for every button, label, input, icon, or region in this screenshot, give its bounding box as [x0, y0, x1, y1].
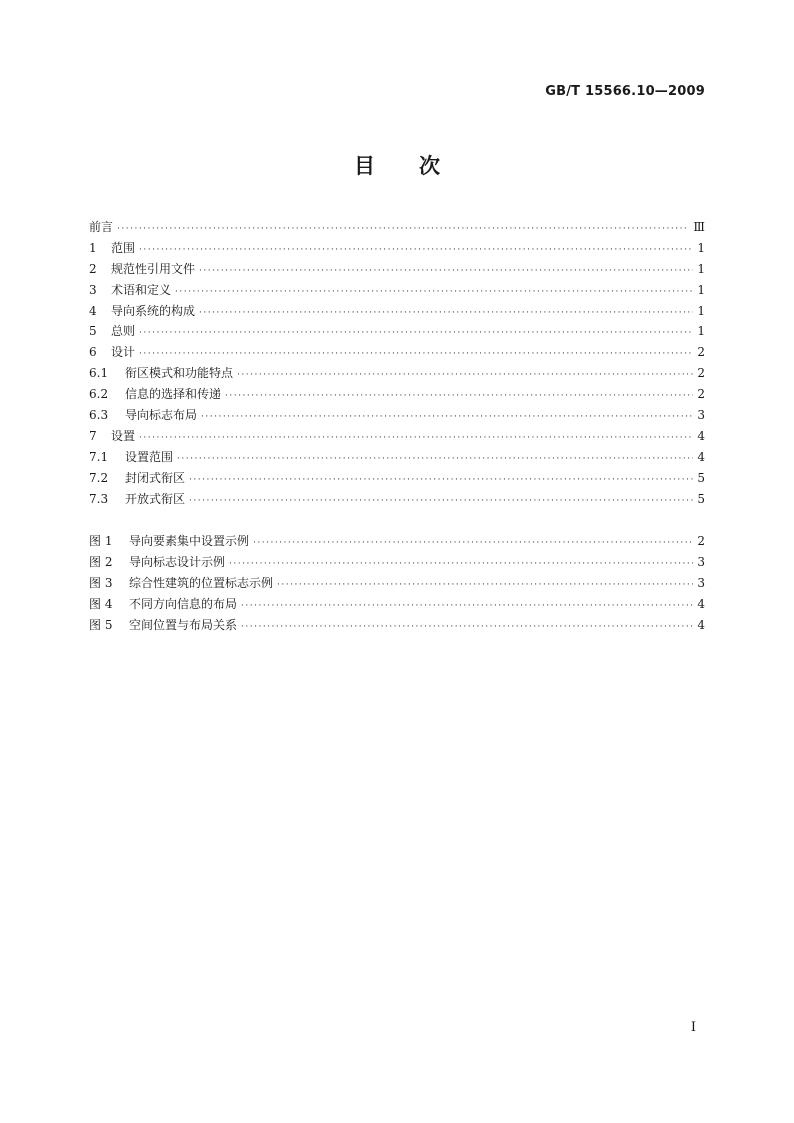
- dot-leader: [237, 365, 693, 386]
- toc-figure-number: 图 2: [89, 554, 113, 569]
- title-char-1: 目: [354, 154, 375, 178]
- toc-entry-number: 6.1: [89, 366, 109, 381]
- toc-entry-7[interactable]: [89, 426, 705, 447]
- toc-entry-label: 设计: [111, 345, 136, 360]
- toc-entry-number: 7.3: [89, 491, 109, 506]
- dot-leader: [139, 428, 693, 449]
- page-number: I: [690, 1020, 696, 1035]
- toc-entry-label: 开放式衔区: [125, 491, 186, 506]
- toc-entry-page: 3: [697, 408, 705, 423]
- toc-figure-page: 4: [697, 617, 705, 632]
- toc-entry-label: 设置范围: [125, 449, 174, 464]
- toc-entry-page: 1: [697, 282, 705, 297]
- toc-figure-number: 图 1: [89, 534, 113, 548]
- toc-entry-1[interactable]: [89, 238, 705, 259]
- toc-entry-6-3[interactable]: [89, 405, 705, 426]
- toc-figure-3[interactable]: [89, 573, 705, 594]
- toc-entry-number: 5: [89, 324, 97, 339]
- dot-leader: [253, 533, 693, 554]
- dot-leader: [241, 596, 693, 617]
- toc-entry-5[interactable]: [89, 321, 705, 342]
- toc-sections-list: [89, 217, 705, 509]
- toc-entry-4[interactable]: [89, 301, 705, 322]
- dot-leader: [175, 282, 693, 303]
- dot-leader: [139, 344, 693, 365]
- dot-leader: [277, 575, 693, 596]
- toc-entry-number: 4: [89, 303, 97, 318]
- toc-entry-number: 7.2: [89, 470, 109, 485]
- toc-entry-label: 衔区模式和功能特点: [125, 366, 234, 381]
- toc-entry-label: 总则: [111, 324, 136, 339]
- toc-entry-number: 7: [89, 428, 97, 443]
- toc-entry-number: 6.3: [89, 408, 109, 423]
- toc-figure-page: 2: [697, 534, 705, 548]
- toc-entry-6[interactable]: [89, 342, 705, 363]
- toc-figure-page: 3: [697, 575, 705, 590]
- toc-entry-page: 2: [697, 366, 705, 381]
- toc-figure-2[interactable]: [89, 552, 705, 573]
- toc-entry-page: 1: [697, 240, 705, 255]
- toc-entry-number: 3: [89, 282, 97, 297]
- toc-figure-label: 空间位置与布局关系: [129, 617, 238, 632]
- toc-entry-number: 6: [89, 345, 97, 360]
- toc-entry-6-1[interactable]: [89, 363, 705, 384]
- toc-entry-number: 6.2: [89, 387, 109, 402]
- toc-entry-6-2[interactable]: [89, 384, 705, 405]
- title-char-2: 次: [419, 154, 440, 178]
- toc-entry-label: 前言: [89, 220, 114, 234]
- toc-figure-4[interactable]: [89, 594, 705, 615]
- dot-leader: [177, 449, 693, 470]
- standard-number: GB/T 15566.10—2009: [545, 84, 705, 99]
- dot-leader: [201, 407, 693, 428]
- toc-entry-label: 术语和定义: [111, 282, 172, 297]
- toc-entry-page: 1: [697, 303, 705, 318]
- toc-entry-label: 范围: [111, 240, 136, 255]
- toc-figures-list: [89, 531, 705, 635]
- toc-entry-label: 设置: [111, 428, 136, 443]
- toc-entry-page: 2: [697, 345, 705, 360]
- toc-entry-number: 7.1: [89, 449, 109, 464]
- dot-leader: [241, 617, 693, 638]
- toc-figure-label: 综合性建筑的位置标志示例: [129, 575, 274, 590]
- toc-figure-page: 3: [697, 554, 705, 569]
- toc-figure-page: 4: [697, 596, 705, 611]
- toc-figure-1[interactable]: [89, 531, 705, 552]
- toc-entry-label: 规范性引用文件: [111, 261, 196, 276]
- toc-entry-page: Ⅲ: [693, 220, 705, 234]
- dot-leader: [225, 386, 693, 407]
- toc-entry-page: 2: [697, 387, 705, 402]
- toc-figure-label: 不同方向信息的布局: [129, 596, 238, 611]
- toc-entry-label: 导向系统的构成: [111, 303, 196, 318]
- toc-entry-label: 封闭式衔区: [125, 470, 186, 485]
- toc-figure-label: 导向要素集中设置示例: [129, 534, 250, 548]
- dot-leader: [229, 554, 693, 575]
- toc-entry-page: 1: [697, 324, 705, 339]
- toc-entry-number: 1: [89, 240, 97, 255]
- dot-leader: [199, 303, 693, 324]
- dot-leader: [199, 261, 693, 282]
- toc-entry-page: 4: [697, 449, 705, 464]
- dot-leader: [189, 491, 693, 512]
- toc-figure-label: 导向标志设计示例: [129, 554, 226, 569]
- toc-entry-7-2[interactable]: [89, 468, 705, 489]
- toc-figure-number: 图 3: [89, 575, 113, 590]
- toc-entry-page: 1: [697, 261, 705, 276]
- toc-entry-page: 5: [697, 491, 705, 506]
- toc-entry-2[interactable]: [89, 259, 705, 280]
- toc-entry-7-3[interactable]: [89, 489, 705, 510]
- toc-entry-7-1[interactable]: [89, 447, 705, 468]
- toc-figure-5[interactable]: [89, 615, 705, 636]
- dot-leader: [189, 470, 693, 491]
- toc-figure-number: 图 5: [89, 617, 113, 632]
- dot-leader: [139, 240, 693, 261]
- toc-figure-number: 图 4: [89, 596, 113, 611]
- toc-entry-label: 导向标志布局: [125, 408, 198, 423]
- toc-entry-number: 2: [89, 261, 97, 276]
- page-title: [0, 150, 794, 182]
- toc-entry-foreword[interactable]: [89, 217, 705, 238]
- dot-leader: [139, 323, 693, 344]
- toc-entry-3[interactable]: [89, 280, 705, 301]
- toc-entry-page: 4: [697, 428, 705, 443]
- toc-entry-label: 信息的选择和传递: [125, 387, 222, 402]
- toc-entry-page: 5: [697, 470, 705, 485]
- dot-leader: [117, 219, 689, 240]
